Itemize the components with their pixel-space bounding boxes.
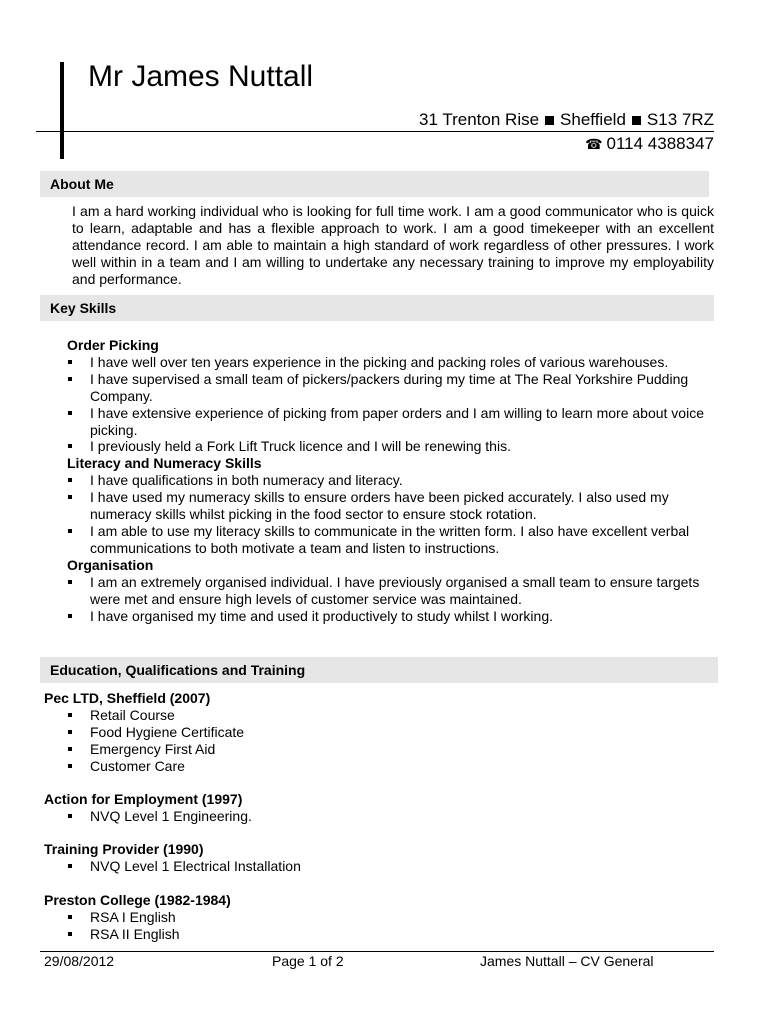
skill-item: I am able to use my literacy skills to communicate in the written form. I also have excellent verbal communications to both motivate a team and listen to instructions.: [67, 523, 713, 557]
address-city: Sheffield: [560, 110, 626, 129]
qualification-item: Retail Course: [67, 707, 244, 724]
education-entry: [44, 690, 244, 775]
section-heading-skills: Key Skills: [40, 295, 714, 321]
skill-item: I previously held a Fork Lift Truck licence and I will be renewing this.: [67, 438, 713, 455]
candidate-name: Mr James Nuttall: [88, 60, 314, 93]
qualification-item: Customer Care: [67, 758, 244, 775]
qualification-item: RSA II English: [67, 926, 231, 943]
skill-group-title: Order Picking: [67, 337, 159, 353]
address-postcode: S13 7RZ: [646, 110, 714, 129]
footer-date: 29/08/2012: [44, 953, 115, 969]
qualification-item: NVQ Level 1 Engineering.: [67, 808, 252, 825]
skill-group-title: Literacy and Numeracy Skills: [67, 455, 262, 472]
education-entry: [44, 892, 231, 943]
education-heading: Action for Employment (1997): [44, 791, 243, 807]
education-heading: Preston College (1982-1984): [44, 892, 231, 908]
skill-item: I have qualifications in both numeracy and literacy.: [67, 472, 713, 489]
education-heading: Pec LTD, Sheffield (2007): [44, 690, 211, 706]
header-vertical-bar: [60, 62, 64, 159]
skill-item: I am an extremely organised individual. I have previously organised a small team to ensure targets were met and ensure high levels of customer service was maintained.: [67, 574, 713, 608]
qualification-item: Food Hygiene Certificate: [67, 724, 244, 741]
skill-group-title: Organisation: [67, 556, 154, 573]
qualification-list: [44, 707, 244, 775]
skill-item: I have used my numeracy skills to ensure orders have been picked accurately. I also used my numeracy skills whilst picking in the food sector to ensure stock rotation.: [67, 489, 713, 523]
skill-item: I have well over ten years experience in the picking and packing roles of various warehouses.: [67, 354, 713, 371]
address-line: [419, 109, 714, 131]
education-entry: [44, 841, 301, 875]
education-entry: [44, 791, 252, 825]
about-text: I am a hard working individual who is looking for full time work. I am a good communicator who is quick to learn, adaptable and has a flexible approach to work. I am a good timekeeper with an excellent attendance record. I am able to maintain a high standard of work regardless of other pressures. I work well within in a team and I am willing to undertake any necessary training to improve my employability and performance.: [72, 203, 714, 287]
education-heading: Training Provider (1990): [44, 841, 204, 857]
qualification-list: [44, 858, 301, 875]
telephone-icon: ☎: [585, 136, 603, 152]
skill-item: I have organised my time and used it productively to study whilst I working.: [67, 608, 713, 625]
qualification-item: RSA I English: [67, 909, 231, 926]
footer-document-title: James Nuttall – CV General: [480, 953, 654, 969]
qualification-item: NVQ Level 1 Electrical Installation: [67, 858, 301, 875]
address-street: 31 Trenton Rise: [419, 110, 540, 129]
header-rule: [36, 131, 714, 132]
skill-list: [67, 354, 713, 455]
skill-list: [67, 574, 713, 625]
skill-list: [67, 472, 713, 557]
square-bullet-icon: [632, 116, 641, 125]
skill-item: I have extensive experience of picking from paper orders and I am willing to learn more about voice picking.: [67, 405, 713, 439]
phone-line: [585, 133, 714, 155]
footer-page-number: Page 1 of 2: [272, 953, 344, 969]
qualification-list: [44, 909, 231, 943]
section-heading-education: Education, Qualifications and Training: [40, 657, 718, 683]
skill-item: I have supervised a small team of pickers/packers during my time at The Real Yorkshire Pudding Company.: [67, 371, 713, 405]
phone-number: 0114 4388347: [606, 134, 714, 153]
qualification-item: Emergency First Aid: [67, 741, 244, 758]
footer-rule: [40, 951, 714, 952]
square-bullet-icon: [545, 116, 554, 125]
section-heading-about: About Me: [40, 171, 709, 197]
skills-block: [67, 337, 713, 624]
qualification-list: [44, 808, 252, 825]
